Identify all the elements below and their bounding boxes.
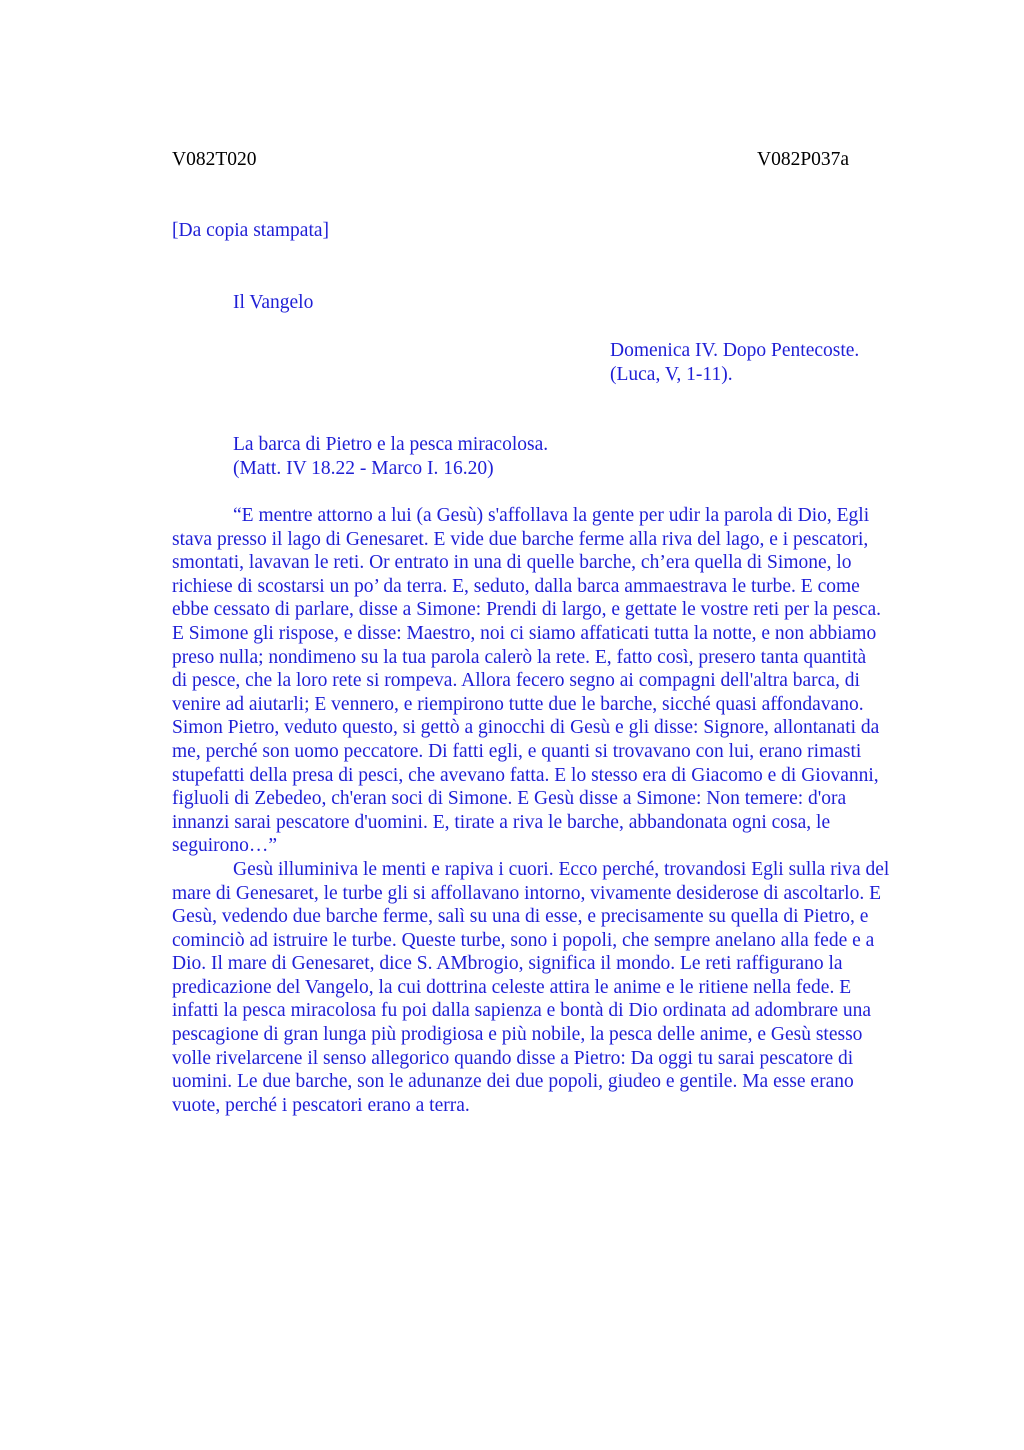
- document-code-left: V082T020: [172, 149, 257, 170]
- subtitle-citation: (Matt. IV 18.22 - Marco I. 16.20): [233, 457, 494, 479]
- subtitle-title: La barca di Pietro e la pesca miracolosa.: [233, 434, 549, 455]
- gospel-quote-paragraph: “E mentre attorno a lui (a Gesù) s'affollava la gente per udir la parola di Dio, Egli stava presso il lago di Genesaret. E vide due barche ferme alla riva del lago, e i pescatori, smontati, lavavan le reti. Or entrato in una di quelle barche, ch’era quella di Simone, lo richiese di scostarsi un po’ da terra. E, seduto, dalla barca ammaestrava le turbe. E come ebbe cessato di parlare, disse a Simone: Prendi di largo, e gettate le vostre reti per la pesca. E Simone gli rispose, e disse: Maestro, noi ci siamo affaticati tutta la notte, e non abbiamo preso nulla; nondimeno su la tua parola calerò la rete. E, fatto così, presero tanta quantità di pesce, che la loro rete si rompeva. Allora fecero segno ai compagni dell'altra barca, di venire ad aiutarli; E vennero, e riempirono tutte due le barche, sicché quasi affondavano. Simon Pietro, veduto questo, si gettò a ginocchi di Gesù e gli disse: Signore, allontanati da me, perché son uomo peccatore. Di fatti egli, e quanti si trovavano con lui, erano rimasti stupefatti della presa di pesci, che avevano fatta. E lo stesso era di Giacomo e di Giovanni, figluoli di Zebedeo, ch'eran soci di Simone. E Gesù disse a Simone: Non temere: d'ora innanzi sarai pescatore d'uomini. E, tirate a riva le barche, abbandonata ogni cosa, le seguirono…”: [172, 505, 881, 857]
- commentary-paragraph: Gesù illuminiva le menti e rapiva i cuori. Ecco perché, trovandosi Egli sulla riva del mare di Genesaret, le turbe gli si affollavano intorno, vivamente desiderose di ascoltarlo. E Gesù, vedendo due barche ferme, salì su una di esse, e precisamente su quella di Pietro, e cominciò ad istruire le turbe. Queste turbe, sono i popoli, che sempre anelano alla fede e a Dio. Il mare di Genesaret, dice S. AMbrogio, significa il mondo. Le reti raffigurano la predicazione del Vangelo, la cui dottrina celeste attira le anime e le ritiene nella fede. E infatti la pesca miracolosa fu poi dalla sapienza e bontà di Dio ordinata ad adombrare una pescagione di gran lunga più prodigiosa e più nobile, la pesca delle anime, e Gesù stesso volle rivelarcene il senso allegorico quando disse a Pietro: Da oggi tu sarai pescatore di uomini. Le due barche, son le adunanze dei due popoli, giudeo e gentile. Ma esse erano vuote, perché i pescatori erano a terra.: [172, 858, 890, 1116]
- page-title: Il Vangelo: [233, 292, 314, 313]
- source-note: [Da copia stampata]: [172, 220, 330, 241]
- liturgy-citation: (Luca, V, 1-11).: [610, 363, 733, 385]
- section-subtitle: [233, 433, 548, 480]
- liturgical-reference: [610, 339, 859, 386]
- document-code-right: V082P037a: [757, 149, 850, 170]
- liturgy-day: Domenica IV. Dopo Pentecoste.: [610, 340, 860, 361]
- body-text: [172, 504, 932, 1117]
